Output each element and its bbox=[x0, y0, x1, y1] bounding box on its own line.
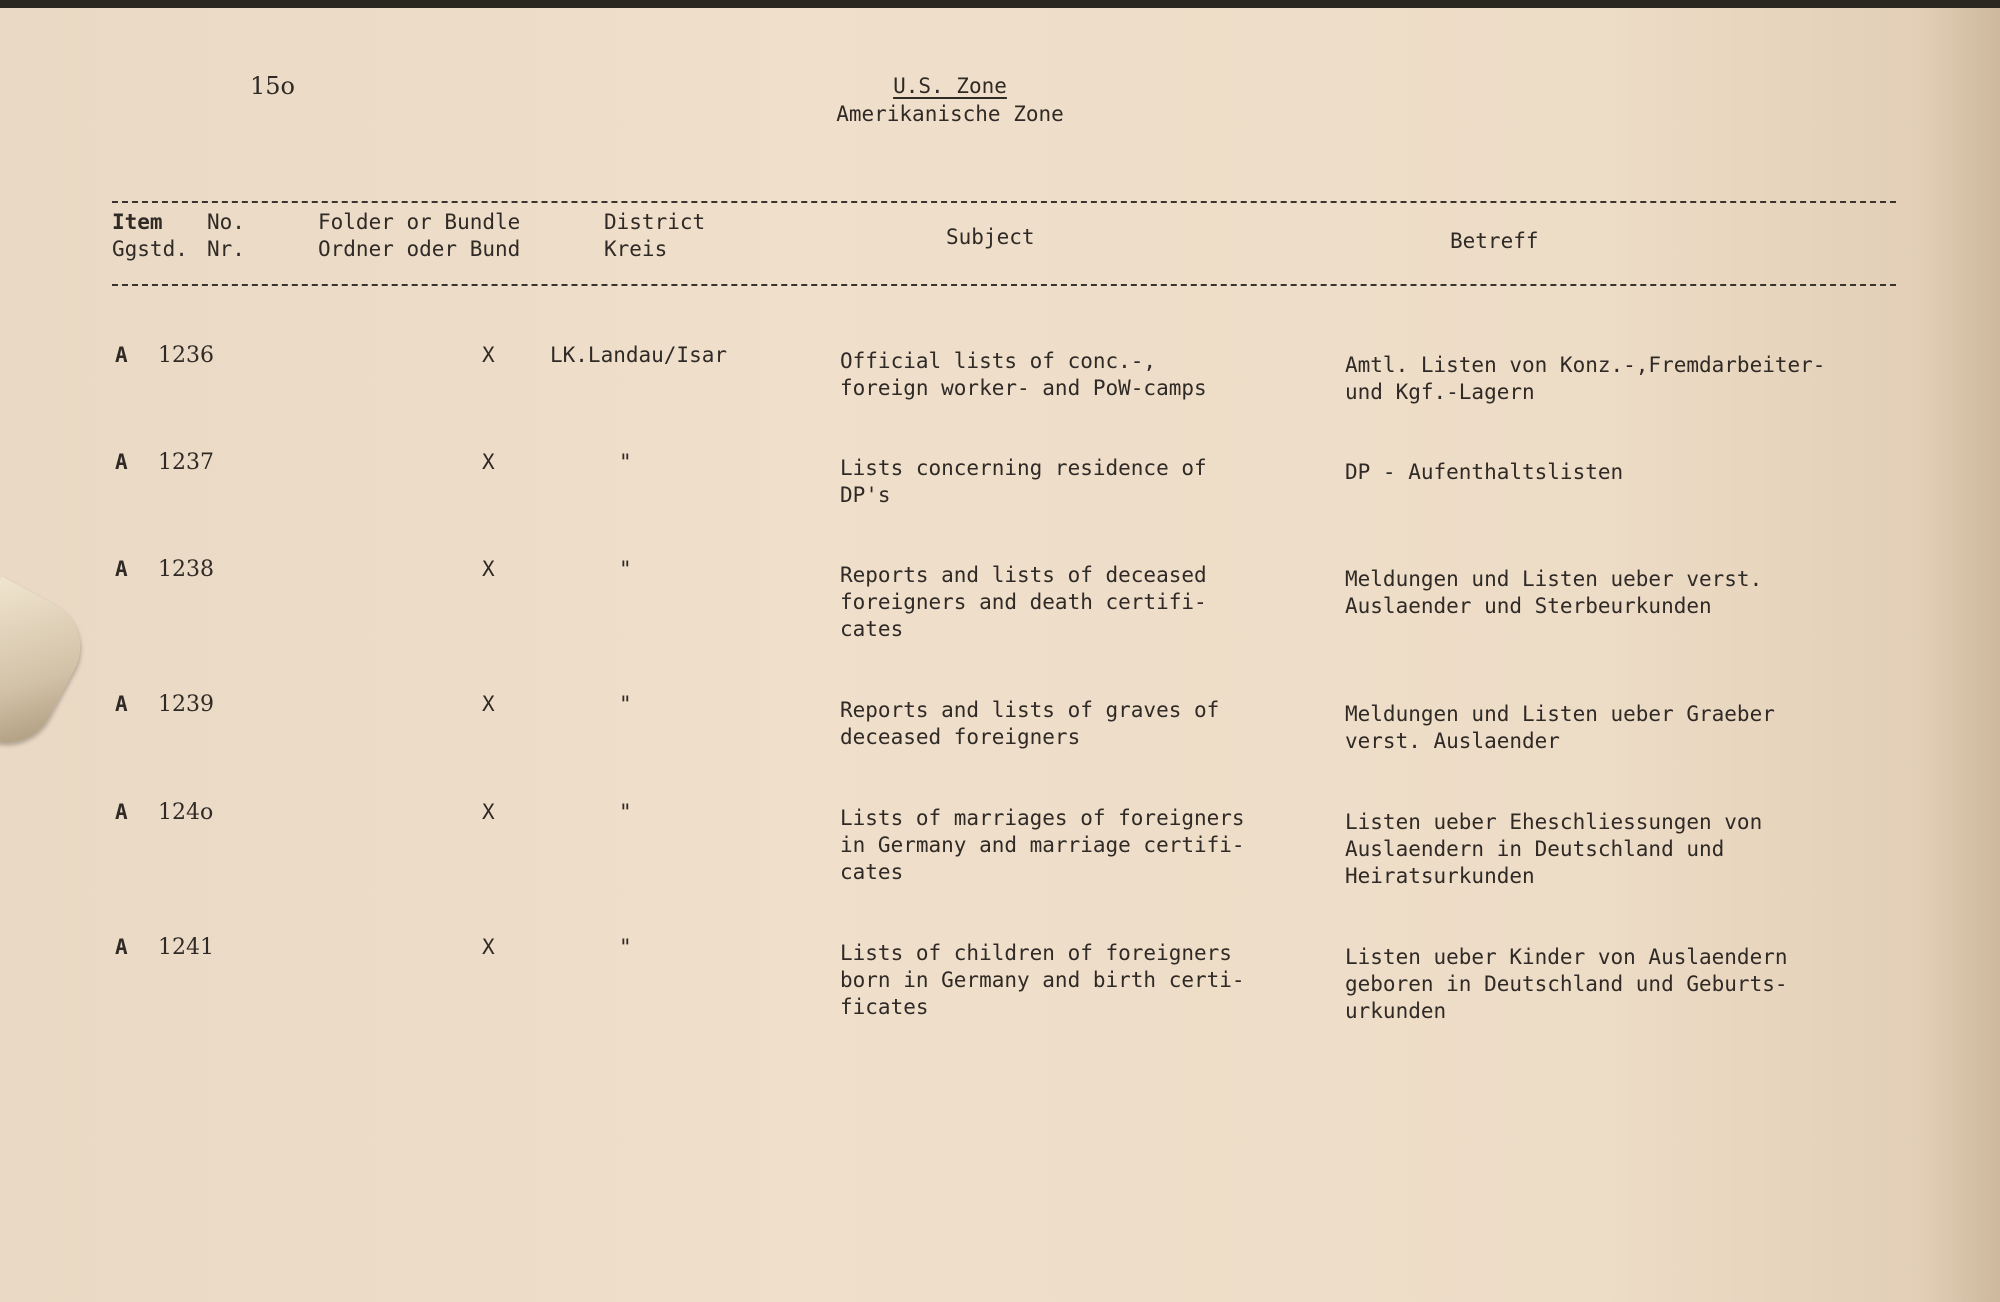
subject-line: Official lists of conc.-, bbox=[840, 349, 1157, 373]
district: " bbox=[619, 800, 632, 824]
header-folder-de: Ordner oder Bund bbox=[318, 237, 521, 261]
table-row bbox=[0, 449, 2000, 569]
header-subject: Subject bbox=[946, 225, 1035, 249]
header-item-de: Ggstd. bbox=[112, 237, 188, 261]
header-no-en: No. bbox=[207, 210, 245, 234]
page-title: U.S. Zone bbox=[893, 74, 1007, 98]
betreff-text bbox=[1345, 701, 1775, 755]
subject-line: ficates bbox=[840, 995, 929, 1019]
folder-mark: X bbox=[482, 935, 495, 959]
folder-mark: X bbox=[482, 692, 495, 716]
betreff-line: Heiratsurkunden bbox=[1345, 864, 1535, 888]
header-folder-en: Folder or Bundle bbox=[318, 210, 521, 234]
subject-text bbox=[840, 348, 1207, 402]
item-letter: A bbox=[115, 935, 128, 959]
header-district-de: Kreis bbox=[604, 237, 668, 261]
item-number: 1238 bbox=[158, 557, 214, 582]
district: " bbox=[619, 450, 632, 474]
betreff-line: und Kgf.-Lagern bbox=[1345, 380, 1535, 404]
table-row bbox=[0, 556, 2000, 676]
betreff-line: Auslaender und Sterbeurkunden bbox=[1345, 594, 1712, 618]
item-number: 1239 bbox=[158, 692, 214, 717]
subject-line: Lists of marriages of foreigners bbox=[840, 806, 1245, 830]
betreff-line: verst. Auslaender bbox=[1345, 729, 1560, 753]
item-letter: A bbox=[115, 343, 128, 367]
subject-line: Lists of children of foreigners bbox=[840, 941, 1232, 965]
betreff-text bbox=[1345, 459, 1623, 486]
betreff-line: geboren in Deutschland und Geburts- bbox=[1345, 972, 1788, 996]
item-letter: A bbox=[115, 557, 128, 581]
betreff-line: Meldungen und Listen ueber Graeber bbox=[1345, 702, 1775, 726]
table-row bbox=[0, 799, 2000, 919]
betreff-line: Meldungen und Listen ueber verst. bbox=[1345, 567, 1763, 591]
item-number: 1236 bbox=[158, 343, 214, 368]
item-number: 124o bbox=[158, 800, 214, 825]
betreff-text bbox=[1345, 352, 1825, 406]
subject-line: Lists concerning residence of bbox=[840, 456, 1207, 480]
table-row bbox=[0, 934, 2000, 1054]
district: " bbox=[619, 935, 632, 959]
folder-mark: X bbox=[482, 343, 495, 367]
subject-text bbox=[840, 940, 1245, 1021]
header-district-en: District bbox=[604, 210, 706, 234]
subject-line: Reports and lists of graves of bbox=[840, 698, 1220, 722]
subject-line: born in Germany and birth certi- bbox=[840, 968, 1245, 992]
subject-line: in Germany and marriage certifi- bbox=[840, 833, 1245, 857]
subject-text bbox=[840, 697, 1219, 751]
page-number: 15o bbox=[250, 72, 295, 100]
subject-line: foreigners and death certifi- bbox=[840, 590, 1207, 614]
subject-line: cates bbox=[840, 617, 904, 641]
betreff-line: Listen ueber Kinder von Auslaendern bbox=[1345, 945, 1788, 969]
betreff-line: Auslaendern in Deutschland und bbox=[1345, 837, 1725, 861]
subject-text bbox=[840, 562, 1207, 643]
subject-line: DP's bbox=[840, 483, 891, 507]
header-item-en: Item bbox=[112, 210, 163, 234]
betreff-text bbox=[1345, 809, 1762, 890]
subject-line: Reports and lists of deceased bbox=[840, 563, 1207, 587]
betreff-line: DP - Aufenthaltslisten bbox=[1345, 460, 1624, 484]
subject-text bbox=[840, 805, 1245, 886]
table-row bbox=[0, 342, 2000, 462]
page-subtitle: Amerikanische Zone bbox=[836, 102, 1064, 126]
folder-mark: X bbox=[482, 450, 495, 474]
item-list bbox=[0, 8, 2000, 1302]
betreff-text bbox=[1345, 566, 1762, 620]
item-number: 1241 bbox=[158, 935, 214, 960]
betreff-line: urkunden bbox=[1345, 999, 1447, 1023]
document-page bbox=[0, 8, 2000, 1302]
betreff-text bbox=[1345, 944, 1788, 1025]
betreff-line: Amtl. Listen von Konz.-,Fremdarbeiter- bbox=[1345, 353, 1826, 377]
subject-text bbox=[840, 455, 1207, 509]
subject-line: foreign worker- and PoW-camps bbox=[840, 376, 1207, 400]
betreff-line: Listen ueber Eheschliessungen von bbox=[1345, 810, 1763, 834]
header-betreff: Betreff bbox=[1450, 229, 1539, 253]
district: LK.Landau/Isar bbox=[550, 343, 728, 367]
folder-mark: X bbox=[482, 800, 495, 824]
item-letter: A bbox=[115, 800, 128, 824]
item-number: 1237 bbox=[158, 450, 214, 475]
folder-mark: X bbox=[482, 557, 495, 581]
header-no-de: Nr. bbox=[207, 237, 245, 261]
district: " bbox=[619, 557, 632, 581]
subject-line: cates bbox=[840, 860, 904, 884]
district: " bbox=[619, 692, 632, 716]
item-letter: A bbox=[115, 692, 128, 716]
table-row bbox=[0, 691, 2000, 811]
item-letter: A bbox=[115, 450, 128, 474]
subject-line: deceased foreigners bbox=[840, 725, 1081, 749]
